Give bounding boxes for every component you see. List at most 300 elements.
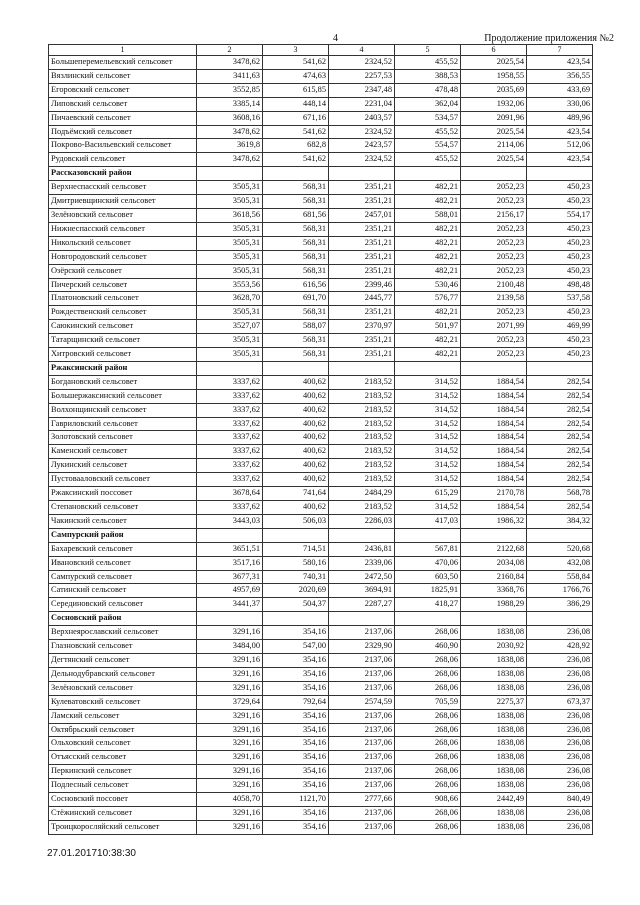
- settlement-name: Октябрьский сельсовет: [49, 723, 197, 737]
- value-cell: 2183,52: [329, 417, 395, 431]
- settlement-name: Саюкинский сельсовет: [49, 320, 197, 334]
- value-cell: 1838,08: [461, 765, 527, 779]
- value-cell: 314,52: [395, 431, 461, 445]
- value-cell: 482,21: [395, 348, 461, 362]
- value-cell: 3628,70: [197, 292, 263, 306]
- table-row: [49, 403, 593, 417]
- value-cell: 354,16: [263, 667, 329, 681]
- value-cell: 671,16: [263, 111, 329, 125]
- value-cell: 3677,31: [197, 570, 263, 584]
- value-cell: 2071,99: [461, 320, 527, 334]
- district-section-row: [49, 612, 593, 626]
- table-row: [49, 695, 593, 709]
- value-cell: 1838,08: [461, 667, 527, 681]
- value-cell: 400,62: [263, 473, 329, 487]
- settlement-name: Верхнеярославский сельсовет: [49, 626, 197, 640]
- table-row: [49, 765, 593, 779]
- settlement-name: Подлесный сельсовет: [49, 779, 197, 793]
- value-cell: 423,54: [527, 125, 593, 139]
- value-cell: 2052,23: [461, 195, 527, 209]
- settlement-name: Нижнеспасский сельсовет: [49, 222, 197, 236]
- settlement-name: Перкинский сельсовет: [49, 765, 197, 779]
- value-cell: 2370,97: [329, 320, 395, 334]
- value-cell: 2052,23: [461, 348, 527, 362]
- settlement-name: Бахаревский сельсовет: [49, 542, 197, 556]
- value-cell: 455,52: [395, 56, 461, 70]
- table-row: [49, 111, 593, 125]
- table-row: [49, 264, 593, 278]
- settlement-name: Новгородовский сельсовет: [49, 250, 197, 264]
- empty-cell: [461, 167, 527, 181]
- value-cell: 1838,08: [461, 653, 527, 667]
- value-cell: 282,54: [527, 375, 593, 389]
- value-cell: 2423,57: [329, 139, 395, 153]
- value-cell: 3291,16: [197, 751, 263, 765]
- table-row: [49, 348, 593, 362]
- value-cell: 554,57: [395, 139, 461, 153]
- value-cell: 3505,31: [197, 195, 263, 209]
- value-cell: 2403,57: [329, 111, 395, 125]
- value-cell: 603,50: [395, 570, 461, 584]
- value-cell: 314,52: [395, 389, 461, 403]
- value-cell: 1838,08: [461, 681, 527, 695]
- column-header: 5: [395, 45, 461, 56]
- table-row: [49, 681, 593, 695]
- value-cell: 908,66: [395, 793, 461, 807]
- table-row: [49, 431, 593, 445]
- value-cell: 2137,06: [329, 820, 395, 834]
- value-cell: 450,23: [527, 181, 593, 195]
- table-row: [49, 667, 593, 681]
- value-cell: 2351,21: [329, 250, 395, 264]
- value-cell: 282,54: [527, 445, 593, 459]
- table-row: [49, 125, 593, 139]
- value-cell: 418,27: [395, 598, 461, 612]
- table-row: [49, 779, 593, 793]
- value-cell: 3553,56: [197, 278, 263, 292]
- value-cell: 673,37: [527, 695, 593, 709]
- value-cell: 714,51: [263, 542, 329, 556]
- value-cell: 2137,06: [329, 626, 395, 640]
- value-cell: 482,21: [395, 264, 461, 278]
- table-row: [49, 69, 593, 83]
- table-row: [49, 626, 593, 640]
- empty-cell: [329, 167, 395, 181]
- settlement-name: Сатинский сельсовет: [49, 584, 197, 598]
- settlement-name: Татарщинский сельсовет: [49, 334, 197, 348]
- value-cell: 474,63: [263, 69, 329, 83]
- value-cell: 354,16: [263, 820, 329, 834]
- value-cell: 455,52: [395, 153, 461, 167]
- empty-cell: [263, 361, 329, 375]
- settlement-name: Зелёновский сельсовет: [49, 208, 197, 222]
- value-cell: 282,54: [527, 501, 593, 515]
- value-cell: 450,23: [527, 250, 593, 264]
- value-cell: 4058,70: [197, 793, 263, 807]
- column-header: 1: [49, 45, 197, 56]
- settlement-name: Подъёмский сельсовет: [49, 125, 197, 139]
- settlement-name: Ивановский сельсовет: [49, 556, 197, 570]
- value-cell: 268,06: [395, 667, 461, 681]
- column-header: 6: [461, 45, 527, 56]
- value-cell: 2052,23: [461, 181, 527, 195]
- empty-cell: [329, 612, 395, 626]
- value-cell: 568,31: [263, 236, 329, 250]
- value-cell: 400,62: [263, 417, 329, 431]
- value-cell: 3443,03: [197, 514, 263, 528]
- empty-cell: [527, 528, 593, 542]
- value-cell: 314,52: [395, 417, 461, 431]
- value-cell: 3411,63: [197, 69, 263, 83]
- value-cell: 2339,06: [329, 556, 395, 570]
- value-cell: 354,16: [263, 737, 329, 751]
- value-cell: 354,16: [263, 681, 329, 695]
- settlement-name: Платоновский сельсовет: [49, 292, 197, 306]
- value-cell: 268,06: [395, 765, 461, 779]
- value-cell: 2020,69: [263, 584, 329, 598]
- value-cell: 792,64: [263, 695, 329, 709]
- page-number: 4: [333, 33, 338, 44]
- value-cell: 2574,59: [329, 695, 395, 709]
- value-cell: 3291,16: [197, 820, 263, 834]
- value-cell: 568,31: [263, 264, 329, 278]
- table-row: [49, 375, 593, 389]
- district-name: Ржаксинский район: [49, 361, 197, 375]
- value-cell: 3484,00: [197, 640, 263, 654]
- settlement-name: Никольский сельсовет: [49, 236, 197, 250]
- value-cell: 450,23: [527, 264, 593, 278]
- table-row: [49, 139, 593, 153]
- value-cell: 450,23: [527, 334, 593, 348]
- settlement-name: Богдановский сельсовет: [49, 375, 197, 389]
- table-row: [49, 334, 593, 348]
- value-cell: 236,08: [527, 765, 593, 779]
- value-cell: 2457,01: [329, 208, 395, 222]
- value-cell: 1838,08: [461, 751, 527, 765]
- value-cell: 588,07: [263, 320, 329, 334]
- value-cell: 417,03: [395, 514, 461, 528]
- column-header: 7: [527, 45, 593, 56]
- value-cell: 482,21: [395, 195, 461, 209]
- settlement-name: Егоровский сельсовет: [49, 83, 197, 97]
- value-cell: 3291,16: [197, 626, 263, 640]
- value-cell: 2351,21: [329, 222, 395, 236]
- value-cell: 568,31: [263, 181, 329, 195]
- value-cell: 2351,21: [329, 348, 395, 362]
- value-cell: 541,62: [263, 125, 329, 139]
- value-cell: 400,62: [263, 459, 329, 473]
- table-row: [49, 236, 593, 250]
- settlement-name: Зелёновский сельсовет: [49, 681, 197, 695]
- table-row: [49, 570, 593, 584]
- table-row: [49, 542, 593, 556]
- value-cell: 432,08: [527, 556, 593, 570]
- settlement-name: Большержаксинский сельсовет: [49, 389, 197, 403]
- settlement-name: Вязлинский сельсовет: [49, 69, 197, 83]
- table-row: [49, 181, 593, 195]
- value-cell: 2052,23: [461, 222, 527, 236]
- table-row: [49, 97, 593, 111]
- table-row: [49, 556, 593, 570]
- value-cell: 482,21: [395, 306, 461, 320]
- value-cell: 1884,54: [461, 375, 527, 389]
- value-cell: 455,52: [395, 125, 461, 139]
- value-cell: 2351,21: [329, 195, 395, 209]
- table-row: [49, 292, 593, 306]
- table-row: [49, 320, 593, 334]
- value-cell: 2025,54: [461, 56, 527, 70]
- value-cell: 469,99: [527, 320, 593, 334]
- value-cell: 691,70: [263, 292, 329, 306]
- value-cell: 354,16: [263, 779, 329, 793]
- table-row: [49, 514, 593, 528]
- print-timestamp: 27.01.201710:38:30: [47, 848, 136, 859]
- value-cell: 3385,14: [197, 97, 263, 111]
- settlement-name: Рудовский сельсовет: [49, 153, 197, 167]
- value-cell: 705,59: [395, 695, 461, 709]
- value-cell: 236,08: [527, 709, 593, 723]
- empty-cell: [329, 361, 395, 375]
- value-cell: 681,56: [263, 208, 329, 222]
- value-cell: 1838,08: [461, 779, 527, 793]
- value-cell: 1838,08: [461, 709, 527, 723]
- empty-cell: [527, 167, 593, 181]
- value-cell: 2351,21: [329, 181, 395, 195]
- value-cell: 615,85: [263, 83, 329, 97]
- value-cell: 1884,54: [461, 431, 527, 445]
- value-cell: 3678,64: [197, 487, 263, 501]
- column-header: 3: [263, 45, 329, 56]
- value-cell: 356,55: [527, 69, 593, 83]
- value-cell: 282,54: [527, 459, 593, 473]
- value-cell: 506,03: [263, 514, 329, 528]
- value-cell: 530,46: [395, 278, 461, 292]
- district-section-row: [49, 361, 593, 375]
- settlement-name: Волхонщинский сельсовет: [49, 403, 197, 417]
- table-row: [49, 306, 593, 320]
- value-cell: 2324,52: [329, 153, 395, 167]
- value-cell: 3619,8: [197, 139, 263, 153]
- value-cell: 1884,54: [461, 417, 527, 431]
- value-cell: 1884,54: [461, 403, 527, 417]
- value-cell: 568,31: [263, 250, 329, 264]
- table-row: [49, 737, 593, 751]
- settlement-name: Золотовский сельсовет: [49, 431, 197, 445]
- value-cell: 3337,62: [197, 501, 263, 515]
- table-row: [49, 445, 593, 459]
- value-cell: 1766,76: [527, 584, 593, 598]
- settlement-name: Гавриловский сельсовет: [49, 417, 197, 431]
- value-cell: 588,01: [395, 208, 461, 222]
- settlement-name: Лукинский сельсовет: [49, 459, 197, 473]
- settlement-name: Кулеватовский сельсовет: [49, 695, 197, 709]
- value-cell: 3337,62: [197, 445, 263, 459]
- empty-cell: [461, 361, 527, 375]
- district-section-row: [49, 528, 593, 542]
- value-cell: 400,62: [263, 389, 329, 403]
- settlement-name: Пичерский сельсовет: [49, 278, 197, 292]
- value-cell: 3337,62: [197, 403, 263, 417]
- value-cell: 1838,08: [461, 723, 527, 737]
- value-cell: 236,08: [527, 779, 593, 793]
- value-cell: 2034,08: [461, 556, 527, 570]
- value-cell: 236,08: [527, 723, 593, 737]
- settlement-name: Дегтянский сельсовет: [49, 653, 197, 667]
- value-cell: 3291,16: [197, 709, 263, 723]
- value-cell: 354,16: [263, 765, 329, 779]
- value-cell: 1838,08: [461, 626, 527, 640]
- value-cell: 2137,06: [329, 653, 395, 667]
- table-row: [49, 723, 593, 737]
- continuation-note: Продолжение приложения №2: [484, 33, 614, 44]
- value-cell: 3505,31: [197, 250, 263, 264]
- value-cell: 3505,31: [197, 306, 263, 320]
- value-cell: 616,56: [263, 278, 329, 292]
- settlement-name: Хитровский сельсовет: [49, 348, 197, 362]
- table-row: [49, 278, 593, 292]
- value-cell: 478,48: [395, 83, 461, 97]
- value-cell: 482,21: [395, 334, 461, 348]
- value-cell: 534,57: [395, 111, 461, 125]
- empty-cell: [461, 528, 527, 542]
- value-cell: 362,04: [395, 97, 461, 111]
- value-cell: 2100,48: [461, 278, 527, 292]
- value-cell: 512,06: [527, 139, 593, 153]
- value-cell: 2445,77: [329, 292, 395, 306]
- value-cell: 568,31: [263, 195, 329, 209]
- value-cell: 448,14: [263, 97, 329, 111]
- value-cell: 3618,56: [197, 208, 263, 222]
- value-cell: 314,52: [395, 473, 461, 487]
- empty-cell: [461, 612, 527, 626]
- value-cell: 236,08: [527, 737, 593, 751]
- district-name: Сампурский район: [49, 528, 197, 542]
- value-cell: 3291,16: [197, 737, 263, 751]
- value-cell: 1884,54: [461, 501, 527, 515]
- value-cell: 2052,23: [461, 334, 527, 348]
- value-cell: 400,62: [263, 445, 329, 459]
- value-cell: 568,31: [263, 222, 329, 236]
- value-cell: 2183,52: [329, 389, 395, 403]
- table-row: [49, 793, 593, 807]
- value-cell: 3441,37: [197, 598, 263, 612]
- value-cell: 388,53: [395, 69, 461, 83]
- value-cell: 450,23: [527, 195, 593, 209]
- settlement-name: Пичаевский сельсовет: [49, 111, 197, 125]
- empty-cell: [527, 361, 593, 375]
- value-cell: 547,00: [263, 640, 329, 654]
- settlement-name: Липовский сельсовет: [49, 97, 197, 111]
- column-header: 2: [197, 45, 263, 56]
- value-cell: 282,54: [527, 431, 593, 445]
- value-cell: 567,81: [395, 542, 461, 556]
- empty-cell: [395, 167, 461, 181]
- value-cell: 576,77: [395, 292, 461, 306]
- value-cell: 2442,49: [461, 793, 527, 807]
- value-cell: 268,06: [395, 709, 461, 723]
- settlement-name: Сампурский сельсовет: [49, 570, 197, 584]
- table-row: [49, 208, 593, 222]
- value-cell: 2351,21: [329, 306, 395, 320]
- value-cell: 2030,92: [461, 640, 527, 654]
- value-cell: 1932,06: [461, 97, 527, 111]
- value-cell: 741,64: [263, 487, 329, 501]
- value-cell: 3505,31: [197, 236, 263, 250]
- value-cell: 236,08: [527, 681, 593, 695]
- value-cell: 268,06: [395, 806, 461, 820]
- table-row: [49, 417, 593, 431]
- value-cell: 3337,62: [197, 459, 263, 473]
- table-row: [49, 640, 593, 654]
- empty-cell: [329, 528, 395, 542]
- value-cell: 541,62: [263, 56, 329, 70]
- value-cell: 1838,08: [461, 806, 527, 820]
- value-cell: 354,16: [263, 653, 329, 667]
- value-cell: 568,31: [263, 334, 329, 348]
- empty-cell: [197, 361, 263, 375]
- value-cell: 268,06: [395, 779, 461, 793]
- value-cell: 682,8: [263, 139, 329, 153]
- value-cell: 470,06: [395, 556, 461, 570]
- value-cell: 2137,06: [329, 723, 395, 737]
- value-cell: 482,21: [395, 181, 461, 195]
- value-cell: 3291,16: [197, 806, 263, 820]
- settlement-name: Сосновский поссовет: [49, 793, 197, 807]
- value-cell: 354,16: [263, 626, 329, 640]
- value-cell: 2183,52: [329, 459, 395, 473]
- table-row: [49, 820, 593, 834]
- value-cell: 314,52: [395, 501, 461, 515]
- value-cell: 2122,68: [461, 542, 527, 556]
- value-cell: 2137,06: [329, 681, 395, 695]
- settlement-name: Серединовский сельсовет: [49, 598, 197, 612]
- value-cell: 482,21: [395, 250, 461, 264]
- column-header: 4: [329, 45, 395, 56]
- value-cell: 2052,23: [461, 306, 527, 320]
- settlement-name: Ржаксинский поссовет: [49, 487, 197, 501]
- table-row: [49, 598, 593, 612]
- empty-cell: [395, 612, 461, 626]
- value-cell: 268,06: [395, 737, 461, 751]
- table-row: [49, 487, 593, 501]
- value-cell: 2137,06: [329, 737, 395, 751]
- value-cell: 460,90: [395, 640, 461, 654]
- value-cell: 314,52: [395, 403, 461, 417]
- value-cell: 450,23: [527, 348, 593, 362]
- value-cell: 482,21: [395, 236, 461, 250]
- value-cell: 354,16: [263, 806, 329, 820]
- value-cell: 489,96: [527, 111, 593, 125]
- empty-cell: [197, 167, 263, 181]
- value-cell: 423,54: [527, 153, 593, 167]
- value-cell: 2351,21: [329, 236, 395, 250]
- district-name: Рассказовский район: [49, 167, 197, 181]
- value-cell: 3337,62: [197, 473, 263, 487]
- value-cell: 2137,06: [329, 667, 395, 681]
- empty-cell: [263, 612, 329, 626]
- value-cell: 236,08: [527, 820, 593, 834]
- value-cell: 1884,54: [461, 445, 527, 459]
- empty-cell: [263, 167, 329, 181]
- table-row: [49, 709, 593, 723]
- value-cell: 428,92: [527, 640, 593, 654]
- value-cell: 2137,06: [329, 765, 395, 779]
- settlement-name: Ламский сельсовет: [49, 709, 197, 723]
- value-cell: 268,06: [395, 626, 461, 640]
- value-cell: 504,37: [263, 598, 329, 612]
- value-cell: 2137,06: [329, 779, 395, 793]
- value-cell: 2025,54: [461, 125, 527, 139]
